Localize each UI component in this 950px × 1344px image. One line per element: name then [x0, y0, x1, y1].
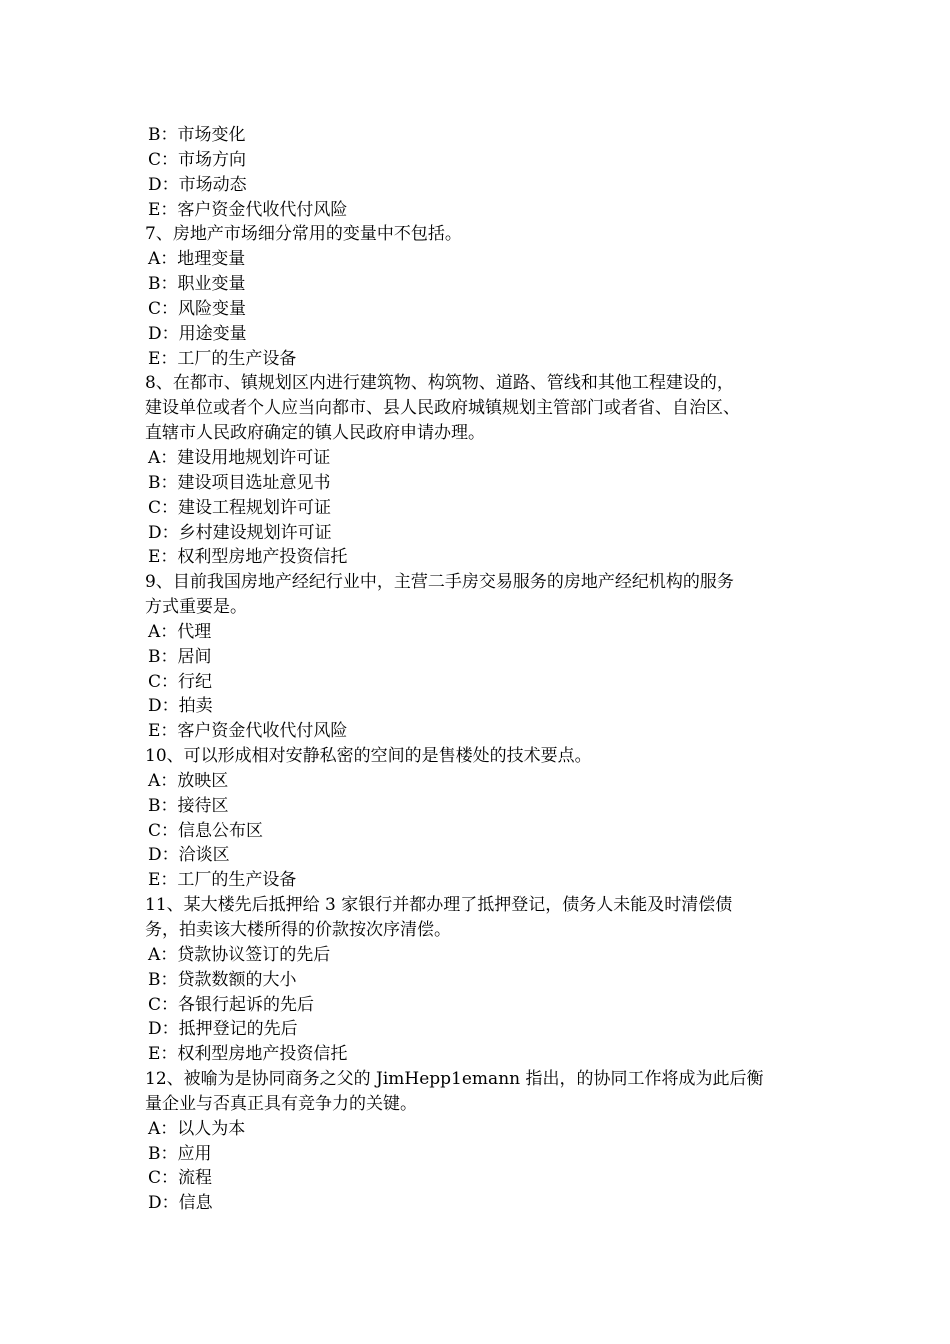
answer-option: B：应用: [148, 1143, 212, 1164]
answer-option: C：各银行起诉的先后: [148, 994, 315, 1015]
answer-option: A：代理: [148, 621, 212, 642]
question-text: 7、房地产市场细分常用的变量中不包括。: [145, 224, 462, 245]
answer-option: C：行纪: [148, 671, 213, 692]
answer-option: A：地理变量: [148, 249, 246, 270]
question-text: 量企业与否真正具有竞争力的关键。: [145, 1093, 417, 1114]
question-text: 9、目前我国房地产经纪行业中，主营二手房交易服务的房地产经纪机构的服务: [145, 572, 734, 593]
question-text: 8、在都市、镇规划区内进行建筑物、构筑物、道路、管线和其他工程建设的，: [145, 373, 734, 394]
question-text: 10、可以形成相对安静私密的空间的是售楼处的技术要点。: [145, 746, 592, 767]
answer-option: B：市场变化: [148, 125, 246, 145]
answer-option: B：职业变量: [148, 274, 246, 295]
answer-option: C：市场方向: [148, 149, 247, 170]
answer-option: E：客户资金代收代付风险: [148, 199, 348, 220]
answer-option: D：抵押登记的先后: [148, 1019, 298, 1040]
question-text: 直辖市人民政府确定的镇人民政府申请办理。: [145, 423, 485, 444]
answer-option: A：建设用地规划许可证: [148, 447, 331, 468]
answer-option: E：客户资金代收代付风险: [148, 721, 348, 742]
answer-option: A：放映区: [148, 770, 229, 791]
answer-option: D：信息: [148, 1193, 213, 1214]
answer-option: E：工厂的生产设备: [148, 348, 297, 369]
answer-option: B：接待区: [148, 795, 229, 816]
question-text: 12、被喻为是协同商务之父的 JimHepp1emann 指出，的协同工作将成为此后衡: [145, 1069, 764, 1090]
answer-option: E：权利型房地产投资信托: [148, 1044, 348, 1065]
answer-option: D：乡村建设规划许可证: [148, 522, 332, 543]
question-text: 建设单位或者个人应当向都市、县人民政府城镇规划主管部门或者省、自治区、: [145, 398, 740, 419]
answer-option: A：以人为本: [148, 1118, 246, 1139]
answer-option: C：信息公布区: [148, 820, 264, 841]
answer-option: D：洽谈区: [148, 845, 230, 866]
answer-option: B：居间: [148, 646, 212, 667]
answer-option: D：用途变量: [148, 323, 247, 344]
document-body: [145, 123, 835, 1216]
answer-option: E：工厂的生产设备: [148, 870, 297, 891]
answer-option: C：建设工程规划许可证: [148, 497, 332, 518]
answer-option: B：贷款数额的大小: [148, 969, 297, 990]
answer-option: C：风险变量: [148, 298, 247, 319]
question-text: 方式重要是。: [145, 597, 247, 618]
answer-option: E：权利型房地产投资信托: [148, 547, 348, 568]
answer-option: C：流程: [148, 1168, 213, 1189]
question-text: 务，拍卖该大楼所得的价款按次序清偿。: [145, 920, 451, 940]
answer-option: D：市场动态: [148, 174, 247, 195]
question-text: 11、某大楼先后抵押给 3 家银行并都办理了抵押登记，债务人未能及时清偿债: [145, 895, 733, 916]
answer-option: A：贷款协议签订的先后: [148, 944, 331, 965]
answer-option: D：拍卖: [148, 696, 213, 717]
answer-option: B：建设项目选址意见书: [148, 472, 331, 493]
